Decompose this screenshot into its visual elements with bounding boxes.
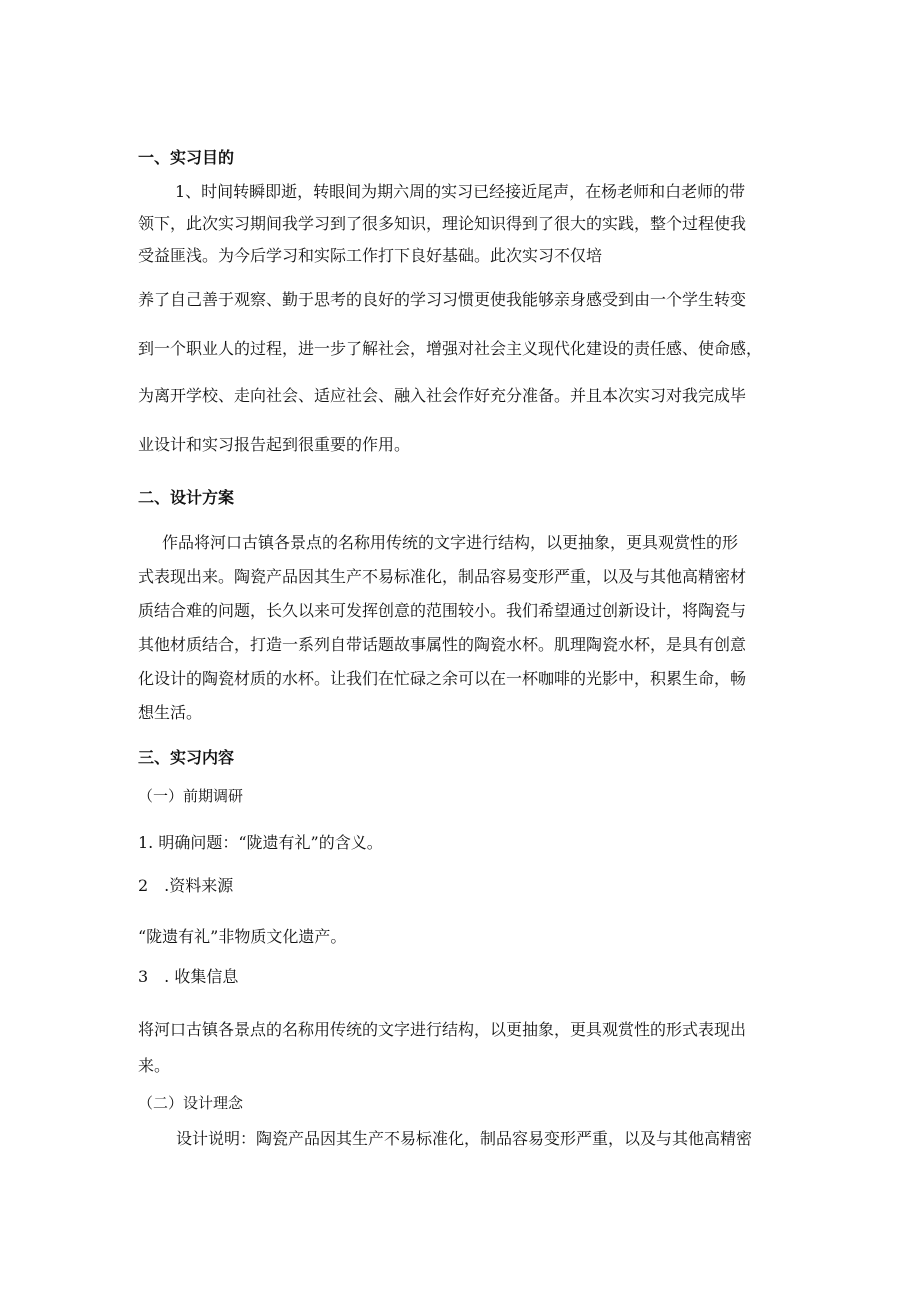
subsection-title: （二）设计理念: [138, 1094, 244, 1112]
paragraph-line: 设计说明：陶瓷产品因其生产不易标准化，制品容易变形严重，以及与其他高精密: [176, 1129, 753, 1148]
section-heading-content: 三、实习内容: [138, 748, 235, 767]
paragraph-line: 将河口古镇各景点的名称用传统的文字进行结构，以更抽象，更具观赏性的形式表现出: [138, 1020, 747, 1039]
subsection-title: （一）前期调研: [138, 787, 244, 805]
paragraph-line: “陇遗有礼”非物质文化遗产。: [138, 927, 347, 946]
paragraph-line: 式表现出来。陶瓷产品因其生产不易标准化，制品容易变形严重，以及与其他高精密材: [138, 567, 747, 586]
paragraph-line: 想生活。: [138, 703, 203, 722]
paragraph-line: 受益匪浅。为今后学习和实际工作打下良好基础。此次实习不仅培: [138, 246, 603, 265]
paragraph-line: 养了自己善于观察、勤于思考的良好的学习习惯更使我能够亲身感受到由一个学生转变: [138, 290, 747, 309]
paragraph-line: 到一个职业人的过程，进一步了解社会，增强对社会主义现代化建设的责任感、使命感，: [138, 339, 763, 358]
paragraph-line: 为离开学校、走向社会、适应社会、融入社会作好充分准备。并且本次实习对我完成毕: [138, 386, 747, 405]
paragraph-line: 作品将河口古镇各景点的名称用传统的文字进行结构，以更抽象，更具观赏性的形: [162, 533, 739, 552]
paragraph-line: 业设计和实习报告起到很重要的作用。: [138, 435, 411, 454]
section-heading-design: 二、设计方案: [138, 488, 235, 507]
paragraph-line: 来。: [138, 1056, 171, 1075]
paragraph-line: 1、时间转瞬即逝，转眼间为期六周的实习已经接近尾声，在杨老师和白老师的带: [175, 182, 746, 201]
list-item: 2 .资料来源: [138, 876, 234, 895]
section-heading-purpose: 一、实习目的: [138, 148, 235, 167]
paragraph-line: 其他材质结合，打造一系列自带话题故事属性的陶瓷水杯。肌理陶瓷水杯，是具有创意: [138, 635, 747, 654]
list-item: 3 . 收集信息: [138, 967, 239, 986]
paragraph-line: 化设计的陶瓷材质的水杯。让我们在忙碌之余可以在一杯咖啡的光影中，积累生命，畅: [138, 669, 747, 688]
list-item: 1. 明确问题：“陇遗有礼”的含义。: [138, 833, 383, 852]
paragraph-line: 领下，此次实习期间我学习到了很多知识，理论知识得到了很大的实践，整个过程使我: [138, 214, 747, 233]
paragraph-line: 质结合难的问题，长久以来可发挥创意的范围较小。我们希望通过创新设计，将陶瓷与: [138, 601, 747, 620]
